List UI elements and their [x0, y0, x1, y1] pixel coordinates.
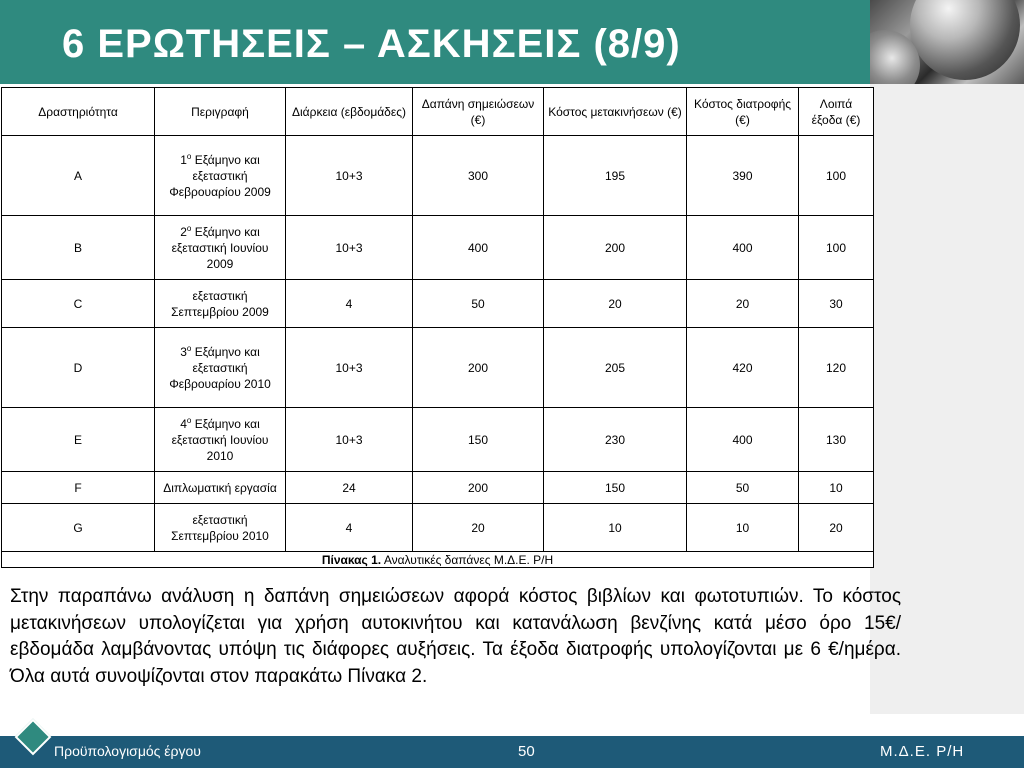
col-header: Διάρκεια (εβδομάδες) [286, 88, 413, 136]
table-row [2, 504, 874, 552]
decorative-orb-image [870, 0, 1024, 84]
col-header: Κόστος διατροφής (€) [687, 88, 799, 136]
cell-travel-cost: 200 [544, 216, 687, 280]
cell-notes-cost: 300 [413, 136, 544, 216]
cell-other-cost: 130 [799, 408, 874, 472]
cell-duration: 24 [286, 472, 413, 504]
desc-text: Εξάμηνο και εξεταστική Φεβρουαρίου 2009 [169, 152, 271, 199]
cell-activity: F [2, 472, 155, 504]
cell-activity: G [2, 504, 155, 552]
cell-other-cost: 20 [799, 504, 874, 552]
footer-section-title: Προϋπολογισμός έργου [54, 743, 201, 759]
cell-description: εξεταστική Σεπτεμβρίου 2009 [155, 280, 286, 328]
cell-activity: C [2, 280, 155, 328]
caption-label: Πίνακας 1. [321, 552, 382, 567]
cell-description [155, 328, 286, 408]
table-row [2, 408, 874, 472]
cell-travel-cost: 150 [544, 472, 687, 504]
table-header-row [2, 88, 874, 136]
table-row [2, 328, 874, 408]
cell-food-cost: 400 [687, 408, 799, 472]
caption-text: Αναλυτικές δαπάνες Μ.Δ.Ε. Ρ/Η [381, 552, 554, 567]
col-header: Περιγραφή [155, 88, 286, 136]
cell-activity: B [2, 216, 155, 280]
cell-other-cost: 10 [799, 472, 874, 504]
cell-activity: E [2, 408, 155, 472]
cell-travel-cost: 230 [544, 408, 687, 472]
desc-text: Εξάμηνο και εξεταστική Ιουνίου 2009 [171, 224, 269, 271]
cell-food-cost: 400 [687, 216, 799, 280]
cell-food-cost: 10 [687, 504, 799, 552]
cell-travel-cost: 10 [544, 504, 687, 552]
col-header: Λοιπά έξοδα (€) [799, 88, 874, 136]
cell-duration: 10+3 [286, 216, 413, 280]
desc-text: Εξάμηνο και εξεταστική Φεβρουαρίου 2010 [169, 344, 271, 391]
col-header: Δαπάνη σημειώσεων (€) [413, 88, 544, 136]
cell-description [155, 408, 286, 472]
cell-other-cost: 30 [799, 280, 874, 328]
desc-ordinal: ο [186, 223, 192, 233]
desc-number: 1 [180, 152, 187, 167]
cell-food-cost: 20 [687, 280, 799, 328]
cell-other-cost: 120 [799, 328, 874, 408]
table-row [2, 472, 874, 504]
page-number: 50 [518, 743, 535, 760]
desc-ordinal: ο [186, 151, 192, 161]
cell-duration: 10+3 [286, 136, 413, 216]
cell-other-cost: 100 [799, 136, 874, 216]
body-paragraph: Στην παραπάνω ανάλυση η δαπάνη σημειώσεων αφορά κόστος βιβλίων και φωτοτυπιών. Το κόστος μετακινήσεων υπολογίζεται για χρήση αυτοκινήτου και κατανάλωση βενζίνης κατά μέσο όρο 15€/εβδομάδα λαμβάνοντας υπόψη τις διάφορες αυξήσεις. Τα έξοδα διατροφής υπολογίζονται με 6 €/ημέρα. Όλα αυτά συνοψίζονται στον παρακάτω Πίνακα 2. [10, 586, 901, 687]
desc-number: 2 [180, 224, 187, 239]
desc-text: Εξάμηνο και εξεταστική Ιουνίου 2010 [171, 416, 269, 463]
cell-travel-cost: 205 [544, 328, 687, 408]
page-title: 6 ΕΡΩΤΗΣΕΙΣ – ΑΣΚΗΣΕΙΣ (8/9) [62, 22, 681, 66]
orb-graphic [910, 0, 1020, 80]
col-header: Κόστος μετακινήσεων (€) [544, 88, 687, 136]
cell-travel-cost: 195 [544, 136, 687, 216]
table-row [2, 280, 874, 328]
cell-travel-cost: 20 [544, 280, 687, 328]
table-row [2, 136, 874, 216]
cell-description [155, 216, 286, 280]
cell-duration: 10+3 [286, 408, 413, 472]
cell-duration: 4 [286, 504, 413, 552]
table-row [2, 216, 874, 280]
cell-notes-cost: 400 [413, 216, 544, 280]
cell-description [155, 136, 286, 216]
cell-other-cost: 100 [799, 216, 874, 280]
cell-food-cost: 420 [687, 328, 799, 408]
desc-number: 3 [180, 344, 187, 359]
table-caption-row [2, 552, 874, 568]
desc-ordinal: ο [186, 415, 192, 425]
cell-notes-cost: 200 [413, 472, 544, 504]
cell-notes-cost: 20 [413, 504, 544, 552]
cell-duration: 10+3 [286, 328, 413, 408]
col-header: Δραστηριότητα [2, 88, 155, 136]
cell-duration: 4 [286, 280, 413, 328]
desc-ordinal: ο [186, 343, 192, 353]
expense-table [1, 87, 874, 568]
cell-notes-cost: 50 [413, 280, 544, 328]
cell-activity: A [2, 136, 155, 216]
desc-number: 4 [180, 416, 187, 431]
cell-activity: D [2, 328, 155, 408]
cell-description: Διπλωματική εργασία [155, 472, 286, 504]
cell-notes-cost: 200 [413, 328, 544, 408]
title-bar [0, 0, 870, 84]
cell-description: εξεταστική Σεπτεμβρίου 2010 [155, 504, 286, 552]
cell-notes-cost: 150 [413, 408, 544, 472]
cell-food-cost: 390 [687, 136, 799, 216]
footer-organization: Μ.Δ.Ε. Ρ/Η [880, 743, 965, 760]
table-caption [2, 552, 874, 568]
cell-food-cost: 50 [687, 472, 799, 504]
